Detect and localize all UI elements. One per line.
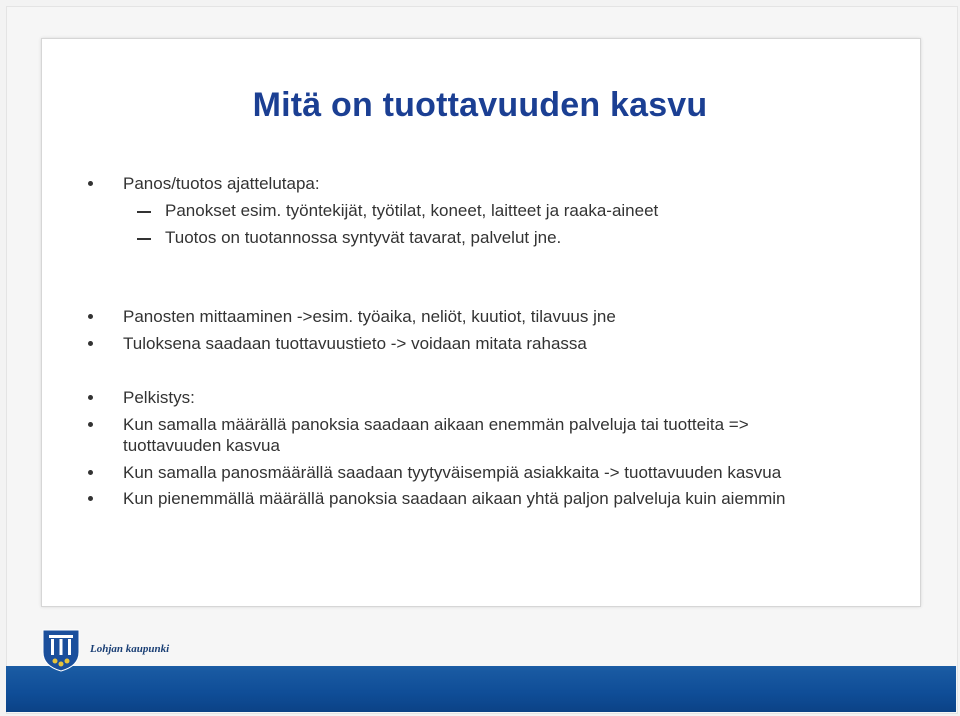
sub-bullet-item: Tuotos on tuotannossa syntyvät tavarat, palvelut jne. xyxy=(165,228,562,247)
sub-bullet-marker xyxy=(137,238,151,240)
lohja-coat-of-arms-icon xyxy=(41,628,81,672)
slide-title: Mitä on tuottavuuden kasvu xyxy=(252,86,708,124)
bullet-marker xyxy=(88,496,93,501)
bullet-item: Kun samalla panosmäärällä saadaan tyytyväisempiä asiakkaita -> tuottavuuden kasvua xyxy=(123,463,782,482)
bullet-marker xyxy=(88,470,93,475)
bullet-item: Kun samalla määrällä panoksia saadaan aikaan enemmän palveluja tai tuotteita => xyxy=(123,415,749,434)
bullet-marker xyxy=(88,422,93,427)
bullet-item: Tuloksena saadaan tuottavuustieto -> voidaan mitata rahassa xyxy=(123,334,587,353)
logo-text: Lohjan kaupunki xyxy=(90,643,170,655)
bullet-item-continuation: tuottavuuden kasvua xyxy=(123,436,280,455)
bullet-marker xyxy=(88,314,93,319)
bullet-item: Kun pienemmällä määrällä panoksia saadaan aikaan yhtä paljon palveluja kuin aiemmin xyxy=(123,489,786,508)
bullet-item: Pelkistys: xyxy=(123,388,195,407)
bullet-item: Panosten mittaaminen ->esim. työaika, neliöt, kuutiot, tilavuus jne xyxy=(123,307,616,326)
sub-bullet-item: Panokset esim. työntekijät, työtilat, koneet, laitteet ja raaka-aineet xyxy=(165,201,659,220)
footer-bar xyxy=(6,666,956,712)
sub-bullet-marker xyxy=(137,211,151,213)
bullet-marker xyxy=(88,341,93,346)
bullet-marker xyxy=(88,395,93,400)
bullet-marker xyxy=(88,181,93,186)
bullet-item: Panos/tuotos ajattelutapa: xyxy=(123,174,320,193)
